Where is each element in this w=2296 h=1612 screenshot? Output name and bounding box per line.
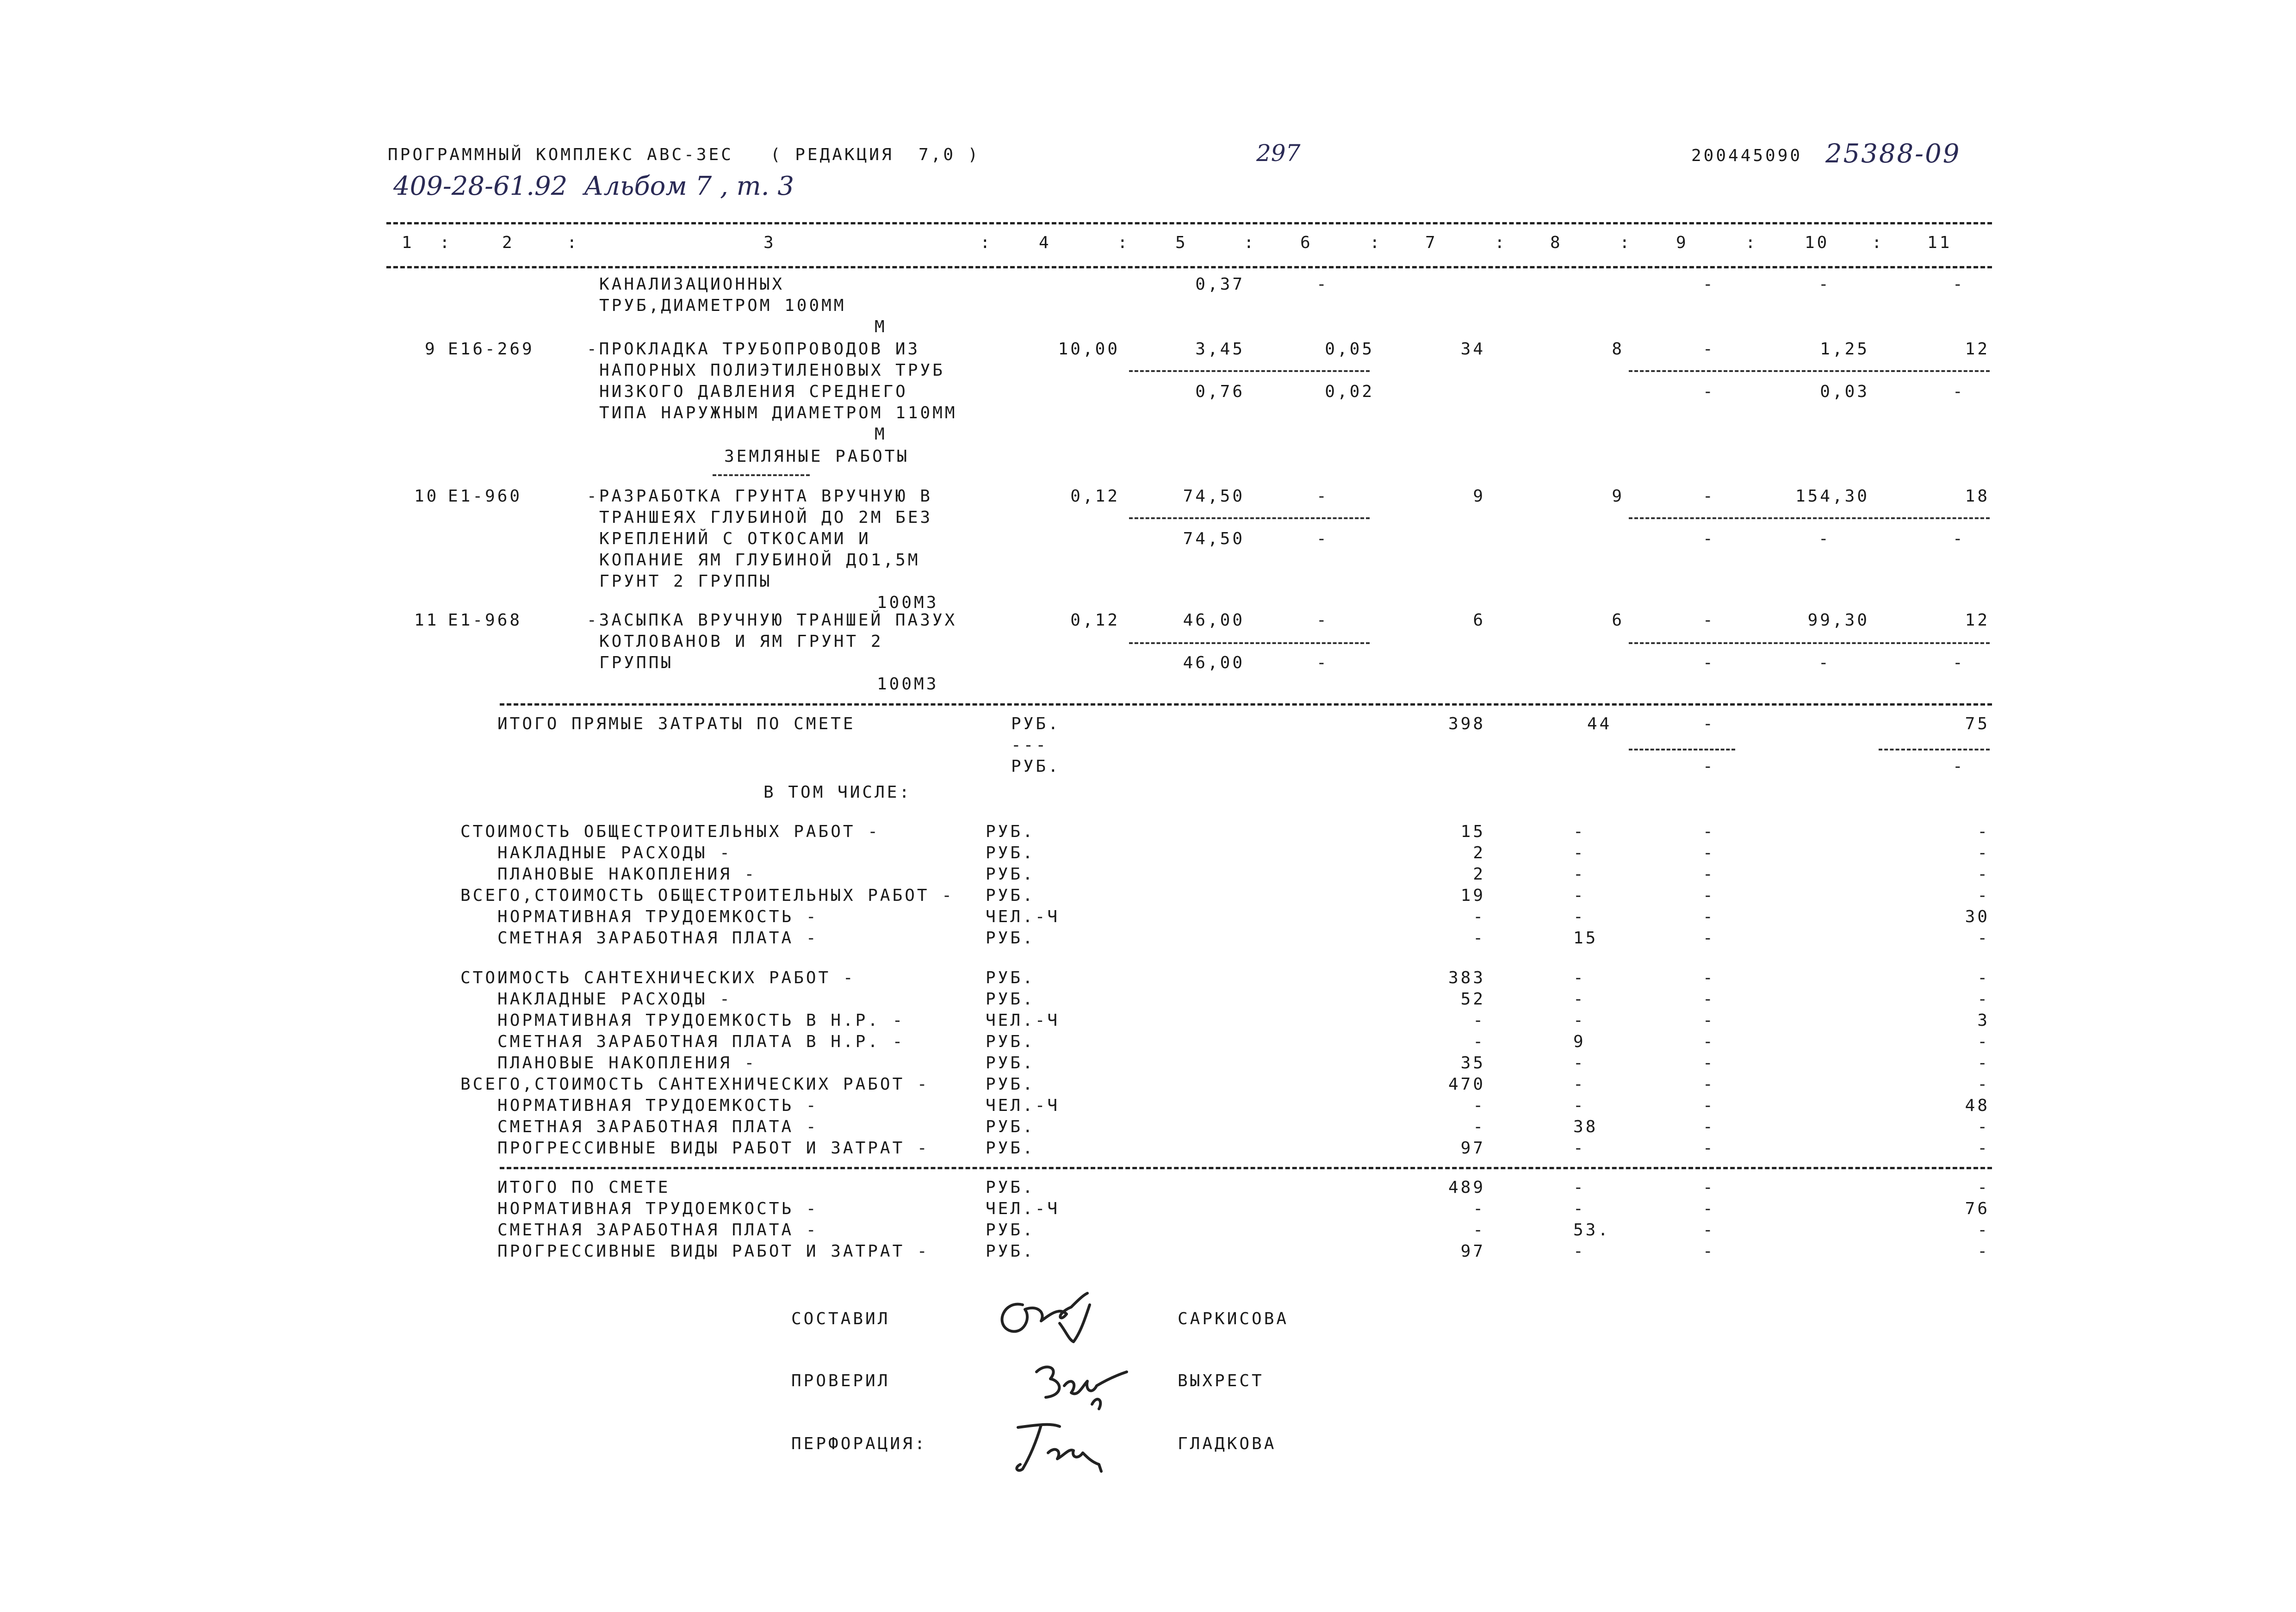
col-header-8: 8: [1550, 233, 1563, 252]
subtotal-rule: [1129, 517, 1370, 519]
cell-c11-sub: -: [1953, 382, 1965, 401]
summary-c9: -: [1703, 1178, 1715, 1197]
cell-c9-sub: -: [1703, 529, 1715, 548]
summary-c7: 383: [1448, 968, 1485, 987]
summary-unit: РУБ.: [986, 1221, 1035, 1240]
cell-c10: 99,30: [1807, 611, 1869, 630]
col-header-3: 3: [763, 233, 776, 252]
summary-unit: ЧЕЛ.-Ч: [986, 907, 1060, 926]
summary-label: СМЕТНАЯ ЗАРАБОТНАЯ ПЛАТА В Н.Р. -: [460, 1032, 905, 1051]
summary-c11: -: [1977, 1054, 1990, 1073]
handwritten-signature-1: [990, 1286, 1101, 1346]
summary-label: ВСЕГО,СТОИМОСТЬ САНТЕХНИЧЕСКИХ РАБОТ -: [460, 1075, 930, 1094]
summary-c11: 3: [1977, 1011, 1990, 1030]
row-unit: 100М3: [877, 593, 939, 612]
summary-c11: -: [1977, 1178, 1990, 1197]
col-separator: :: [567, 233, 579, 252]
summary-label: НОРМАТИВНАЯ ТРУДОЕМКОСТЬ -: [497, 1199, 819, 1218]
cell-c9: -: [1703, 611, 1715, 630]
row-desc-line: -ПРОКЛАДКА ТРУБОПРОВОДОВ ИЗ: [587, 340, 920, 359]
row-desc-line: ТИПА НАРУЖНЫМ ДИАМЕТРОМ 110ММ: [599, 403, 957, 422]
summary-unit: РУБ.: [986, 1032, 1035, 1051]
subtotal-rule: [1129, 642, 1370, 644]
summary-c9: -: [1703, 1032, 1715, 1051]
summary-c11: -: [1977, 929, 1990, 948]
cell-c7: 6: [1473, 611, 1485, 630]
cell-c6: 0,05: [1325, 340, 1374, 359]
cell-qty: 0,12: [1070, 611, 1120, 630]
summary-label: ПРОГРЕССИВНЫЕ ВИДЫ РАБОТ И ЗАТРАТ -: [497, 1242, 930, 1261]
cell-c11-sub: -: [1953, 529, 1965, 548]
col-header-10: 10: [1805, 233, 1830, 252]
summary-label: НАКЛАДНЫЕ РАСХОДЫ -: [460, 990, 732, 1009]
col-header-9: 9: [1676, 233, 1688, 252]
subtotal-rule: [1629, 370, 1990, 372]
summary-c11: -: [1977, 1139, 1990, 1158]
signer-name: ВЫХРЕСТ: [1178, 1371, 1264, 1390]
col-separator: :: [1117, 233, 1130, 252]
row-number: 10: [414, 487, 439, 506]
summary-unit: РУБ.: [986, 1117, 1035, 1136]
row-unit: 100М3: [877, 675, 939, 694]
project-code: 25388-09: [1825, 139, 1961, 169]
summary-c8: -: [1573, 1075, 1586, 1094]
doc-code: 200445090: [1691, 146, 1803, 165]
cell-c9-sub: -: [1703, 653, 1715, 672]
summary-c11: -: [1977, 1221, 1990, 1240]
summary-label: ПЛАНОВЫЕ НАКОПЛЕНИЯ -: [460, 865, 757, 884]
cell-c10-sub: -: [1818, 653, 1831, 672]
summary-c8: -: [1573, 990, 1586, 1009]
cell-c11-sub: -: [1953, 653, 1965, 672]
col-separator: :: [1244, 233, 1256, 252]
row-desc-line: КАНАЛИЗАЦИОННЫХ: [599, 275, 785, 294]
col-header-4: 4: [1039, 233, 1051, 252]
summary-unit: РУБ.: [986, 1139, 1035, 1158]
cell-c6: -: [1316, 275, 1329, 294]
page-number: 297: [1256, 140, 1301, 167]
summary-c8: -: [1573, 843, 1586, 862]
summary-c11: -: [1977, 1075, 1990, 1094]
row-number: 9: [425, 340, 437, 359]
summary-c11: -: [1977, 968, 1990, 987]
totals-c11-sub: -: [1953, 757, 1965, 776]
row-desc-line: ТРАНШЕЯХ ГЛУБИНОЙ ДО 2М БЕЗ: [599, 508, 933, 527]
totals-unit: РУБ.: [1011, 757, 1061, 776]
summary-c9: -: [1703, 1075, 1715, 1094]
summary-c8: -: [1573, 1011, 1586, 1030]
summary-c7: -: [1473, 929, 1485, 948]
summary-c9: -: [1703, 1139, 1715, 1158]
row-code: Е16-269: [448, 340, 534, 359]
summary-c8: 15: [1573, 929, 1598, 948]
row-desc-line: НАПОРНЫХ ПОЛИЭТИЛЕНОВЫХ ТРУБ: [599, 361, 945, 380]
summary-label: ИТОГО ПО СМЕТЕ: [497, 1178, 670, 1197]
in-that-number-heading: В ТОМ ЧИСЛЕ:: [763, 783, 912, 802]
col-header-1: 1: [402, 233, 414, 252]
summary-c8: -: [1573, 865, 1586, 884]
cell-c5-sub: 74,50: [1183, 529, 1245, 548]
handwritten-signature-2: [1027, 1353, 1129, 1418]
summary-unit: РУБ.: [986, 865, 1035, 884]
summary-label: СМЕТНАЯ ЗАРАБОТНАЯ ПЛАТА -: [460, 929, 819, 948]
summary-label: СМЕТНАЯ ЗАРАБОТНАЯ ПЛАТА -: [497, 1221, 819, 1240]
summary-c8: -: [1573, 1054, 1586, 1073]
cell-c9: -: [1703, 275, 1715, 294]
col-separator: :: [980, 233, 993, 252]
summary-unit: ЧЕЛ.-Ч: [986, 1199, 1060, 1218]
summary-c9: -: [1703, 865, 1715, 884]
summary-unit: ЧЕЛ.-Ч: [986, 1096, 1060, 1115]
row-desc-line: ТРУБ,ДИАМЕТРОМ 100ММ: [599, 296, 846, 315]
summary-label: НОРМАТИВНАЯ ТРУДОЕМКОСТЬ -: [460, 907, 819, 926]
summary-unit: РУБ.: [986, 843, 1035, 862]
row-number: 11: [414, 611, 439, 630]
summary-c11: -: [1977, 1032, 1990, 1051]
totals-c11: 75: [1965, 714, 1990, 733]
summary-c9: -: [1703, 990, 1715, 1009]
signer-name: ГЛАДКОВА: [1178, 1434, 1277, 1453]
handwritten-signature-3: [1009, 1418, 1111, 1478]
cell-c10: 154,30: [1795, 487, 1869, 506]
summary-c9: -: [1703, 929, 1715, 948]
cell-c8: 6: [1612, 611, 1624, 630]
summary-c7: -: [1473, 1011, 1485, 1030]
cell-c10: -: [1818, 275, 1831, 294]
summary-c9: -: [1703, 1221, 1715, 1240]
cell-c7: 34: [1460, 340, 1485, 359]
col-separator: :: [440, 233, 452, 252]
summary-c8: -: [1573, 1178, 1586, 1197]
summary-c11: -: [1977, 1117, 1990, 1136]
row-code: Е1-960: [448, 487, 522, 506]
summary-c9: -: [1703, 968, 1715, 987]
col-separator: :: [1745, 233, 1758, 252]
summary-c7: 2: [1473, 865, 1485, 884]
cell-c8: 9: [1612, 487, 1624, 506]
col-header-5: 5: [1175, 233, 1188, 252]
subtotal-rule: [1129, 370, 1370, 372]
cell-c6-sub: -: [1316, 653, 1329, 672]
cell-c11: 12: [1965, 611, 1990, 630]
totals-c7: 398: [1448, 714, 1485, 733]
summary-c8: -: [1573, 1242, 1586, 1261]
summary-unit: РУБ.: [986, 990, 1035, 1009]
role-label: ПЕРФОРАЦИЯ:: [791, 1434, 927, 1453]
header-top-rule: [386, 222, 1992, 224]
summary-c8: 38: [1573, 1117, 1598, 1136]
cell-c10-sub: -: [1818, 529, 1831, 548]
cell-c5-sub: 0,76: [1195, 382, 1245, 401]
cell-c9: -: [1703, 340, 1715, 359]
summary-c7: 2: [1473, 843, 1485, 862]
row-desc-line: -ЗАСЫПКА ВРУЧНУЮ ТРАНШЕЙ ПАЗУХ: [587, 611, 957, 630]
section-title: ЗЕМЛЯНЫЕ РАБОТЫ: [724, 447, 910, 466]
summary-c11: -: [1977, 822, 1990, 841]
cell-c9-sub: -: [1703, 382, 1715, 401]
totals-unit-dash: ---: [1011, 736, 1049, 755]
row-desc-line: КОТЛОВАНОВ И ЯМ ГРУНТ 2: [599, 632, 883, 651]
summary-unit: РУБ.: [986, 1178, 1035, 1197]
summary-c7: 52: [1460, 990, 1485, 1009]
summary-c11: 48: [1965, 1096, 1990, 1115]
cell-c11: 12: [1965, 340, 1990, 359]
grand-total-rule: [500, 1167, 1992, 1169]
summary-unit: РУБ.: [986, 929, 1035, 948]
cell-c8: 8: [1612, 340, 1624, 359]
subtotal-rule: [1629, 642, 1990, 644]
summary-c9: -: [1703, 1054, 1715, 1073]
row-desc-line: ГРУНТ 2 ГРУППЫ: [599, 572, 772, 591]
summary-c11: -: [1977, 886, 1990, 905]
summary-c8: 53.: [1573, 1221, 1611, 1240]
summary-unit: РУБ.: [986, 822, 1035, 841]
summary-label: НАКЛАДНЫЕ РАСХОДЫ -: [460, 843, 732, 862]
cell-c11: 18: [1965, 487, 1990, 506]
col-header-7: 7: [1425, 233, 1438, 252]
summary-c7: 97: [1460, 1242, 1485, 1261]
row-unit: М: [875, 425, 887, 444]
summary-c7: -: [1473, 1096, 1485, 1115]
cell-c5: 46,00: [1183, 611, 1245, 630]
summary-c7: 97: [1460, 1139, 1485, 1158]
role-label: ПРОВЕРИЛ: [791, 1371, 890, 1390]
cell-c11: -: [1953, 275, 1965, 294]
subtotal-rule: [1629, 517, 1990, 519]
summary-c8: 9: [1573, 1032, 1586, 1051]
row-unit: М: [875, 317, 887, 336]
cell-c9: -: [1703, 487, 1715, 506]
summary-c9: -: [1703, 1011, 1715, 1030]
summary-c8: -: [1573, 886, 1586, 905]
summary-c7: 19: [1460, 886, 1485, 905]
summary-c11: -: [1977, 865, 1990, 884]
summary-c11: -: [1977, 1242, 1990, 1261]
row-desc-line: НИЗКОГО ДАВЛЕНИЯ СРЕДНЕГО: [599, 382, 908, 401]
summary-c7: 35: [1460, 1054, 1485, 1073]
summary-c8: -: [1573, 907, 1586, 926]
summary-label: ВСЕГО,СТОИМОСТЬ ОБЩЕСТРОИТЕЛЬНЫХ РАБОТ -: [460, 886, 954, 905]
summary-c7: -: [1473, 1117, 1485, 1136]
col-header-11: 11: [1927, 233, 1952, 252]
summary-c11: -: [1977, 990, 1990, 1009]
summary-c7: 470: [1448, 1075, 1485, 1094]
summary-label: ПРОГРЕССИВНЫЕ ВИДЫ РАБОТ И ЗАТРАТ -: [460, 1139, 930, 1158]
subtotal-rule: [1629, 749, 1735, 750]
totals-c8: 44: [1587, 714, 1612, 733]
col-separator: :: [1495, 233, 1507, 252]
cell-c10: 1,25: [1820, 340, 1869, 359]
summary-c7: -: [1473, 1032, 1485, 1051]
col-separator: :: [1620, 233, 1632, 252]
totals-rule: [500, 703, 1992, 706]
summary-c7: 15: [1460, 822, 1485, 841]
totals-unit: РУБ.: [1011, 714, 1061, 733]
cell-c5: 0,37: [1195, 275, 1245, 294]
row-desc-line: КОПАНИЕ ЯМ ГЛУБИНОЙ ДО1,5М: [599, 551, 920, 570]
summary-c9: -: [1703, 1096, 1715, 1115]
summary-c9: -: [1703, 907, 1715, 926]
summary-unit: РУБ.: [986, 1075, 1035, 1094]
summary-c9: -: [1703, 1117, 1715, 1136]
summary-c8: -: [1573, 1199, 1586, 1218]
totals-c9-sub: -: [1703, 757, 1715, 776]
row-desc-line: КРЕПЛЕНИЙ С ОТКОСАМИ И: [599, 529, 871, 548]
row-desc-line: -РАЗРАБОТКА ГРУНТА ВРУЧНУЮ В: [587, 487, 932, 506]
summary-c7: -: [1473, 1221, 1485, 1240]
row-desc-line: ГРУППЫ: [599, 653, 674, 672]
cell-c5: 74,50: [1183, 487, 1245, 506]
summary-label: СТОИМОСТЬ САНТЕХНИЧЕСКИХ РАБОТ -: [460, 968, 856, 987]
summary-unit: РУБ.: [986, 1242, 1035, 1261]
row-code: Е1-968: [448, 611, 522, 630]
cell-qty: 0,12: [1070, 487, 1120, 506]
summary-unit: РУБ.: [986, 968, 1035, 987]
header-bottom-rule: [386, 266, 1992, 268]
summary-c8: -: [1573, 1139, 1586, 1158]
summary-unit: РУБ.: [986, 1054, 1035, 1073]
summary-unit: РУБ.: [986, 886, 1035, 905]
summary-label: НОРМАТИВНАЯ ТРУДОЕМКОСТЬ -: [460, 1096, 819, 1115]
cell-c5: 3,45: [1195, 340, 1245, 359]
program-title: ПРОГРАММНЫЙ КОМПЛЕКС АВС-ЗЕС ( РЕДАКЦИЯ 7,0 ): [388, 145, 980, 164]
summary-c8: -: [1573, 968, 1586, 987]
col-separator: :: [1872, 233, 1884, 252]
cell-qty: 10,00: [1058, 340, 1120, 359]
summary-unit: ЧЕЛ.-Ч: [986, 1011, 1060, 1030]
col-header-6: 6: [1300, 233, 1313, 252]
summary-c9: -: [1703, 822, 1715, 841]
summary-c11: -: [1977, 843, 1990, 862]
summary-c9: -: [1703, 1199, 1715, 1218]
summary-label: СМЕТНАЯ ЗАРАБОТНАЯ ПЛАТА -: [460, 1117, 819, 1136]
summary-c9: -: [1703, 1242, 1715, 1261]
cell-c6-sub: 0,02: [1325, 382, 1374, 401]
totals-c9: -: [1703, 714, 1715, 733]
role-label: СОСТАВИЛ: [791, 1309, 890, 1328]
summary-c9: -: [1703, 843, 1715, 862]
summary-c11: 76: [1965, 1199, 1990, 1218]
col-separator: :: [1370, 233, 1382, 252]
summary-c11: 30: [1965, 907, 1990, 926]
cell-c6-sub: -: [1316, 529, 1329, 548]
summary-c7: -: [1473, 1199, 1485, 1218]
summary-c7: 489: [1448, 1178, 1485, 1197]
cell-c10-sub: 0,03: [1820, 382, 1869, 401]
summary-c7: -: [1473, 907, 1485, 926]
cell-c6: -: [1316, 487, 1329, 506]
summary-label: ПЛАНОВЫЕ НАКОПЛЕНИЯ -: [460, 1054, 757, 1073]
col-header-2: 2: [502, 233, 515, 252]
cell-c5-sub: 46,00: [1183, 653, 1245, 672]
summary-label: СТОИМОСТЬ ОБЩЕСТРОИТЕЛЬНЫХ РАБОТ -: [460, 822, 880, 841]
summary-c8: -: [1573, 1096, 1586, 1115]
subtotal-rule: [1879, 749, 1990, 750]
signer-name: САРКИСОВА: [1178, 1309, 1289, 1328]
summary-c9: -: [1703, 886, 1715, 905]
section-underline: [713, 474, 810, 476]
totals-label: ИТОГО ПРЯМЫЕ ЗАТРАТЫ ПО СМЕТЕ: [497, 714, 856, 733]
album-reference: 409-28-61.92 Альбом 7 , т. 3: [393, 171, 794, 201]
cell-c7: 9: [1473, 487, 1485, 506]
cell-c6: -: [1316, 611, 1329, 630]
summary-c8: -: [1573, 822, 1586, 841]
summary-label: НОРМАТИВНАЯ ТРУДОЕМКОСТЬ В Н.Р. -: [460, 1011, 905, 1030]
